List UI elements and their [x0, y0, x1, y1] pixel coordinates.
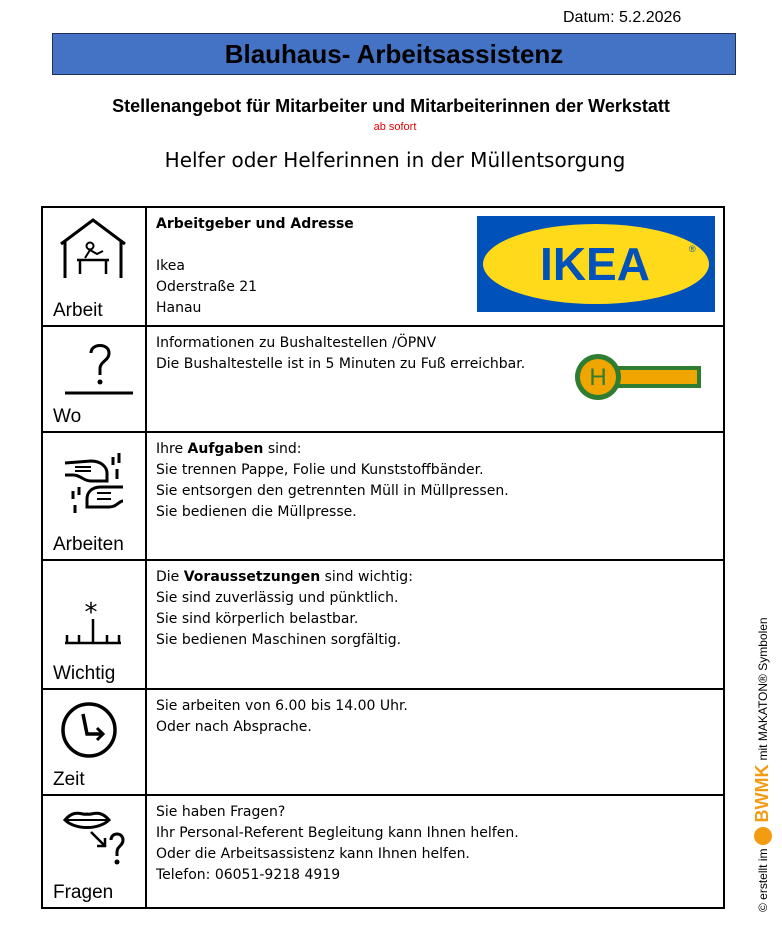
employer-street: Oderstraße 21	[156, 279, 258, 295]
document-date: Datum: 5.2.2026	[563, 9, 682, 26]
icon-cell	[42, 795, 146, 908]
task-item: Sie entsorgen den getrennten Müll in Müllpressen.	[156, 483, 509, 499]
employer-name: Ikea	[156, 258, 185, 274]
working-hours-alt: Oder nach Absprache.	[156, 719, 312, 735]
page-title: Blauhaus- Arbeitsassistenz	[52, 33, 736, 75]
requirement-item: Sie sind zuverlässig und pünktlich.	[156, 590, 399, 606]
row-tasks	[42, 432, 724, 560]
row-label: Arbeit	[53, 300, 103, 321]
credit-note	[752, 617, 773, 912]
row-label: Arbeiten	[53, 534, 124, 555]
transit-info: Informationen zu Bushaltestellen /ÖPNV	[156, 335, 437, 351]
tasks-text-cell	[146, 432, 724, 560]
ikea-logo	[477, 216, 715, 312]
row-label: Wo	[53, 406, 82, 427]
contact-phone: Telefon: 06051-9218 4919	[156, 867, 341, 883]
credit-brand: BWMK	[752, 764, 772, 823]
contact-line: Ihr Personal-Referent Begleitung kann Ihnen helfen.	[156, 825, 519, 841]
svg-text:*: *	[84, 599, 98, 628]
icon-cell	[42, 560, 146, 689]
question-prompt: Sie haben Fragen?	[156, 804, 286, 820]
employer-workplace-icon	[57, 216, 129, 280]
requirement-item: Sie bedienen Maschinen sorgfältig.	[156, 632, 402, 648]
questions-mouth-icon	[61, 804, 141, 870]
credit-suffix: mit MAKATON® Symbolen	[755, 617, 770, 761]
icon-cell	[42, 326, 146, 432]
icon-cell	[42, 689, 146, 795]
employer-city: Hanau	[156, 300, 202, 316]
row-questions	[42, 795, 724, 908]
tasks-intro: Ihre Aufgaben sind:	[156, 441, 302, 457]
employer-text-cell	[146, 207, 724, 326]
requirements-intro: Die Voraussetzungen sind wichtig:	[156, 569, 413, 585]
transit-distance: Die Bushaltestelle ist in 5 Minuten zu Fuß erreichbar.	[156, 356, 526, 372]
icon-cell	[42, 432, 146, 560]
task-item: Sie bedienen die Müllpresse.	[156, 504, 357, 520]
contact-line: Oder die Arbeitsassistenz kann Ihnen helfen.	[156, 846, 470, 862]
row-label: Zeit	[53, 769, 85, 790]
svg-text:®: ®	[689, 244, 696, 254]
row-location	[42, 326, 724, 432]
job-offer-subtitle: Stellenangebot für Mitarbeiter und Mitarbeiterinnen der Werkstatt	[112, 96, 670, 116]
credit-prefix: © erstellt im	[755, 848, 770, 912]
task-item: Sie trennen Pappe, Folie und Kunststoffbänder.	[156, 462, 484, 478]
row-label: Wichtig	[53, 663, 116, 684]
row-requirements	[42, 560, 724, 689]
bwmk-logo-icon	[754, 827, 772, 845]
clock-icon	[59, 698, 123, 762]
bus-stop-icon	[573, 352, 705, 402]
row-label: Fragen	[53, 882, 114, 903]
working-hours: Sie arbeiten von 6.00 bis 14.00 Uhr.	[156, 698, 408, 714]
important-star-icon	[63, 599, 133, 659]
requirement-item: Sie sind körperlich belastbar.	[156, 611, 359, 627]
icon-cell	[42, 207, 146, 326]
bus-stop-letter: H	[589, 364, 607, 391]
job-info-table	[41, 206, 725, 909]
ikea-logo-text: IKEA	[540, 238, 650, 290]
requirements-text-cell	[146, 560, 724, 689]
working-hands-icon	[61, 447, 141, 517]
row-employer	[42, 207, 724, 326]
start-date-note: ab sofort	[373, 121, 417, 133]
location-text-cell	[146, 326, 724, 432]
hours-text-cell	[146, 689, 724, 795]
row-hours	[42, 689, 724, 795]
questions-text-cell	[146, 795, 724, 908]
employer-heading: Arbeitgeber und Adresse	[156, 216, 354, 232]
job-title: Helfer oder Helferinnen in der Müllentsorgung	[164, 148, 626, 172]
question-place-icon	[63, 339, 139, 399]
